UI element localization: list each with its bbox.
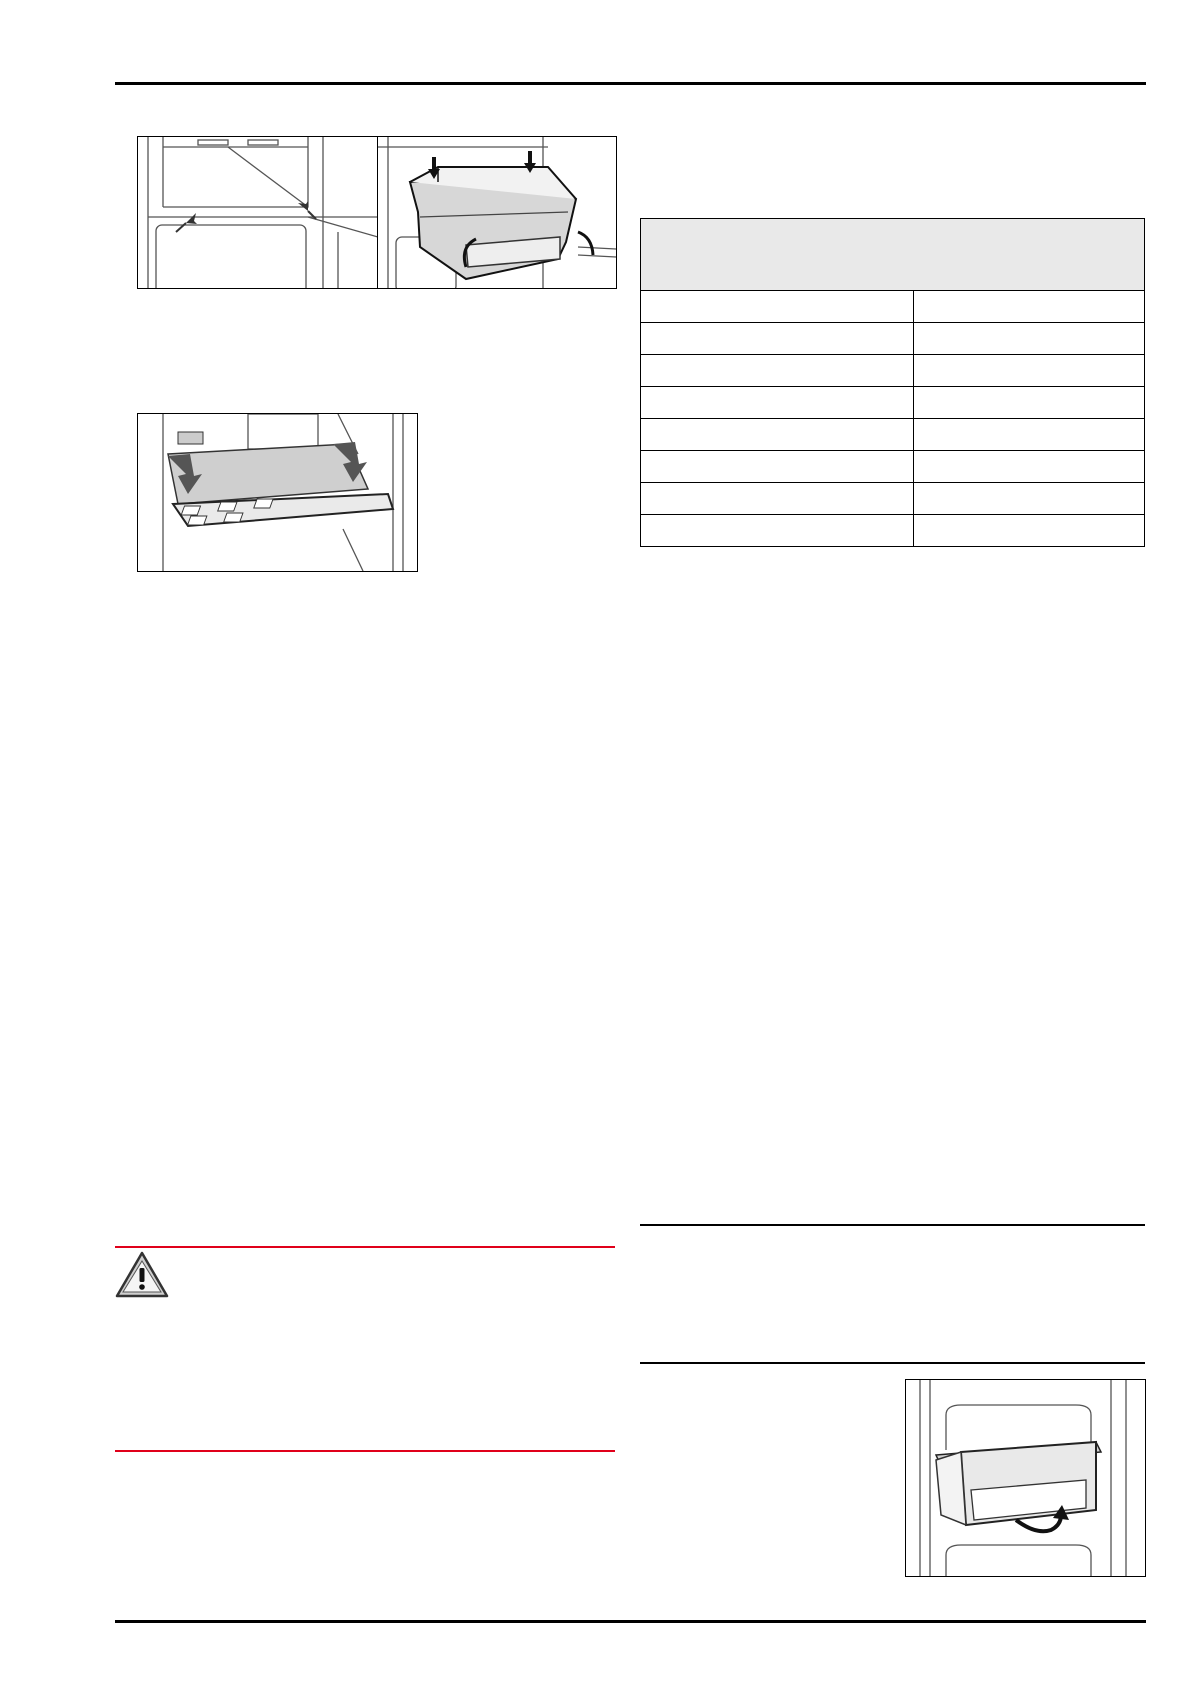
warning-top-rule: [115, 1246, 615, 1248]
table-cell: [641, 387, 914, 419]
section-rule-upper: [640, 1224, 1145, 1226]
table-cell: [914, 323, 1145, 355]
table-row: [641, 451, 1145, 483]
table-cell: [641, 291, 914, 323]
table-row: [641, 419, 1145, 451]
top-rule: [115, 82, 1146, 85]
table-row: [641, 355, 1145, 387]
table-cell: [914, 355, 1145, 387]
figure-freezer-drawer-remove: [905, 1379, 1146, 1577]
table-cell: [914, 515, 1145, 547]
figure-shelf-insert: [137, 413, 418, 572]
table-cell: [914, 451, 1145, 483]
figure-crisper-rail-arrows: [137, 136, 379, 289]
spec-table: [640, 218, 1145, 547]
table-header-row: [641, 219, 1145, 291]
table-cell: [914, 483, 1145, 515]
warning-triangle-icon: [115, 1250, 170, 1300]
figure-crisper-drawer-insert: [377, 136, 617, 289]
table-cell: [641, 451, 914, 483]
table-header-cell: [641, 219, 1145, 291]
table-row: [641, 515, 1145, 547]
table-cell: [641, 483, 914, 515]
table-cell: [641, 323, 914, 355]
table-cell: [914, 387, 1145, 419]
table-cell: [914, 419, 1145, 451]
table-row: [641, 387, 1145, 419]
table-row: [641, 291, 1145, 323]
section-rule-lower: [640, 1362, 1145, 1364]
warning-bottom-rule: [115, 1450, 615, 1452]
table-cell: [914, 291, 1145, 323]
table-cell: [641, 515, 914, 547]
table-row: [641, 323, 1145, 355]
bottom-rule: [115, 1620, 1146, 1623]
table-cell: [641, 355, 914, 387]
table-cell: [641, 419, 914, 451]
table-row: [641, 483, 1145, 515]
